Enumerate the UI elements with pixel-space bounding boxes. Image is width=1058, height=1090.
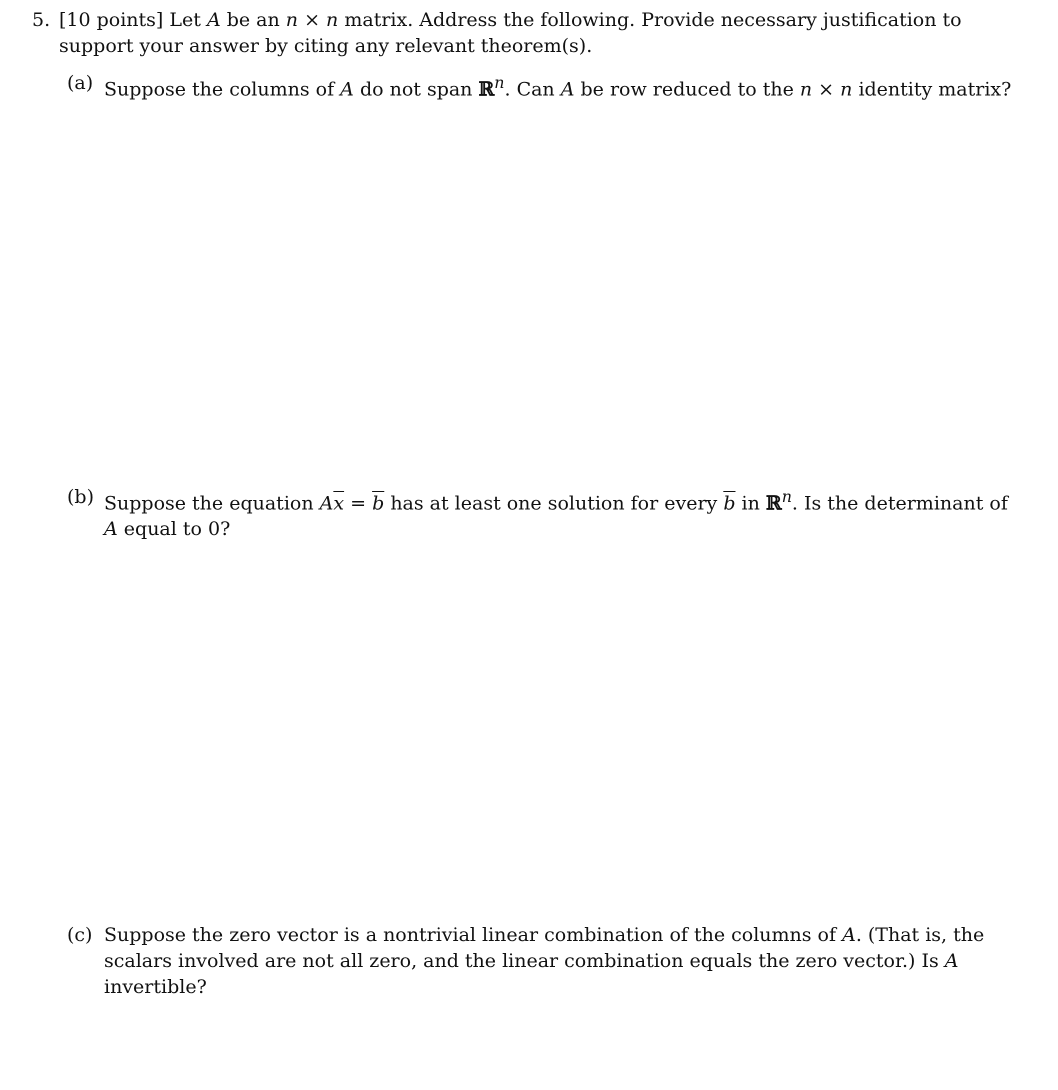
matrix-symbol: A bbox=[206, 9, 221, 31]
question-text: in bbox=[741, 492, 760, 515]
real-numbers-symbol: ℝ bbox=[478, 78, 495, 101]
part-a bbox=[67, 70, 1019, 102]
question-text: invertible? bbox=[104, 976, 207, 998]
part-text bbox=[67, 922, 1019, 1000]
question-text: equal to 0? bbox=[123, 518, 231, 541]
matrix-symbol: A bbox=[340, 78, 354, 101]
question-text: identity matrix? bbox=[858, 78, 1012, 101]
vector-b-symbol: $\overline{b}$ bbox=[723, 492, 736, 515]
question-text: has at least one solution for every bbox=[390, 492, 718, 515]
vector-x-symbol: $\overline{x}$ bbox=[333, 492, 345, 515]
problem-statement bbox=[32, 7, 1022, 59]
part-text bbox=[67, 70, 1019, 102]
matrix-symbol: A bbox=[319, 492, 334, 515]
stem-text: Let bbox=[169, 9, 201, 31]
matrix-symbol: A bbox=[842, 924, 856, 946]
times-symbol: × bbox=[304, 9, 320, 31]
question-text: Suppose the columns of bbox=[104, 78, 335, 101]
question-text: . Can bbox=[504, 78, 555, 101]
part-label: (c) bbox=[67, 924, 93, 946]
part-c bbox=[67, 922, 1019, 1000]
part-label: (a) bbox=[67, 72, 94, 94]
question-text: do not span bbox=[359, 78, 473, 101]
dimension-symbol: n bbox=[285, 9, 299, 31]
part-b bbox=[67, 484, 1019, 542]
question-text: . Is the determinant of bbox=[791, 492, 1008, 515]
question-text: . (That is, the scalars involved are not all zero, and the linear combination equals the zero vector.) Is bbox=[104, 924, 985, 972]
matrix-symbol: A bbox=[944, 950, 959, 972]
times-symbol: × bbox=[818, 78, 835, 101]
vector-b-symbol: $\overline{b}$ bbox=[372, 492, 385, 515]
real-numbers-symbol: ℝ bbox=[765, 492, 782, 515]
dimension-symbol: n bbox=[799, 78, 813, 101]
stem-text: matrix. Address the following. Provide necessary justification to support your answer by citing any relevant theorem(s). bbox=[59, 9, 962, 57]
question-text: be row reduced to the bbox=[580, 78, 794, 101]
dimension-symbol: n bbox=[326, 9, 339, 31]
exponent-symbol: n bbox=[494, 73, 505, 92]
matrix-symbol: A bbox=[560, 78, 575, 101]
problem-number: 5. bbox=[32, 9, 51, 31]
points-label: [10 points] bbox=[59, 9, 164, 31]
dimension-symbol: n bbox=[840, 78, 853, 101]
question-text: Suppose the equation bbox=[104, 492, 314, 515]
question-text: Suppose the zero vector is a nontrivial linear combination of the columns of bbox=[104, 924, 837, 946]
matrix-symbol: A bbox=[104, 518, 118, 541]
exponent-symbol: n bbox=[781, 487, 792, 506]
part-label: (b) bbox=[67, 486, 94, 508]
stem-text: be an bbox=[226, 9, 280, 31]
part-text bbox=[67, 484, 1019, 542]
problem-5 bbox=[32, 7, 1022, 59]
equals-symbol: = bbox=[350, 492, 367, 515]
